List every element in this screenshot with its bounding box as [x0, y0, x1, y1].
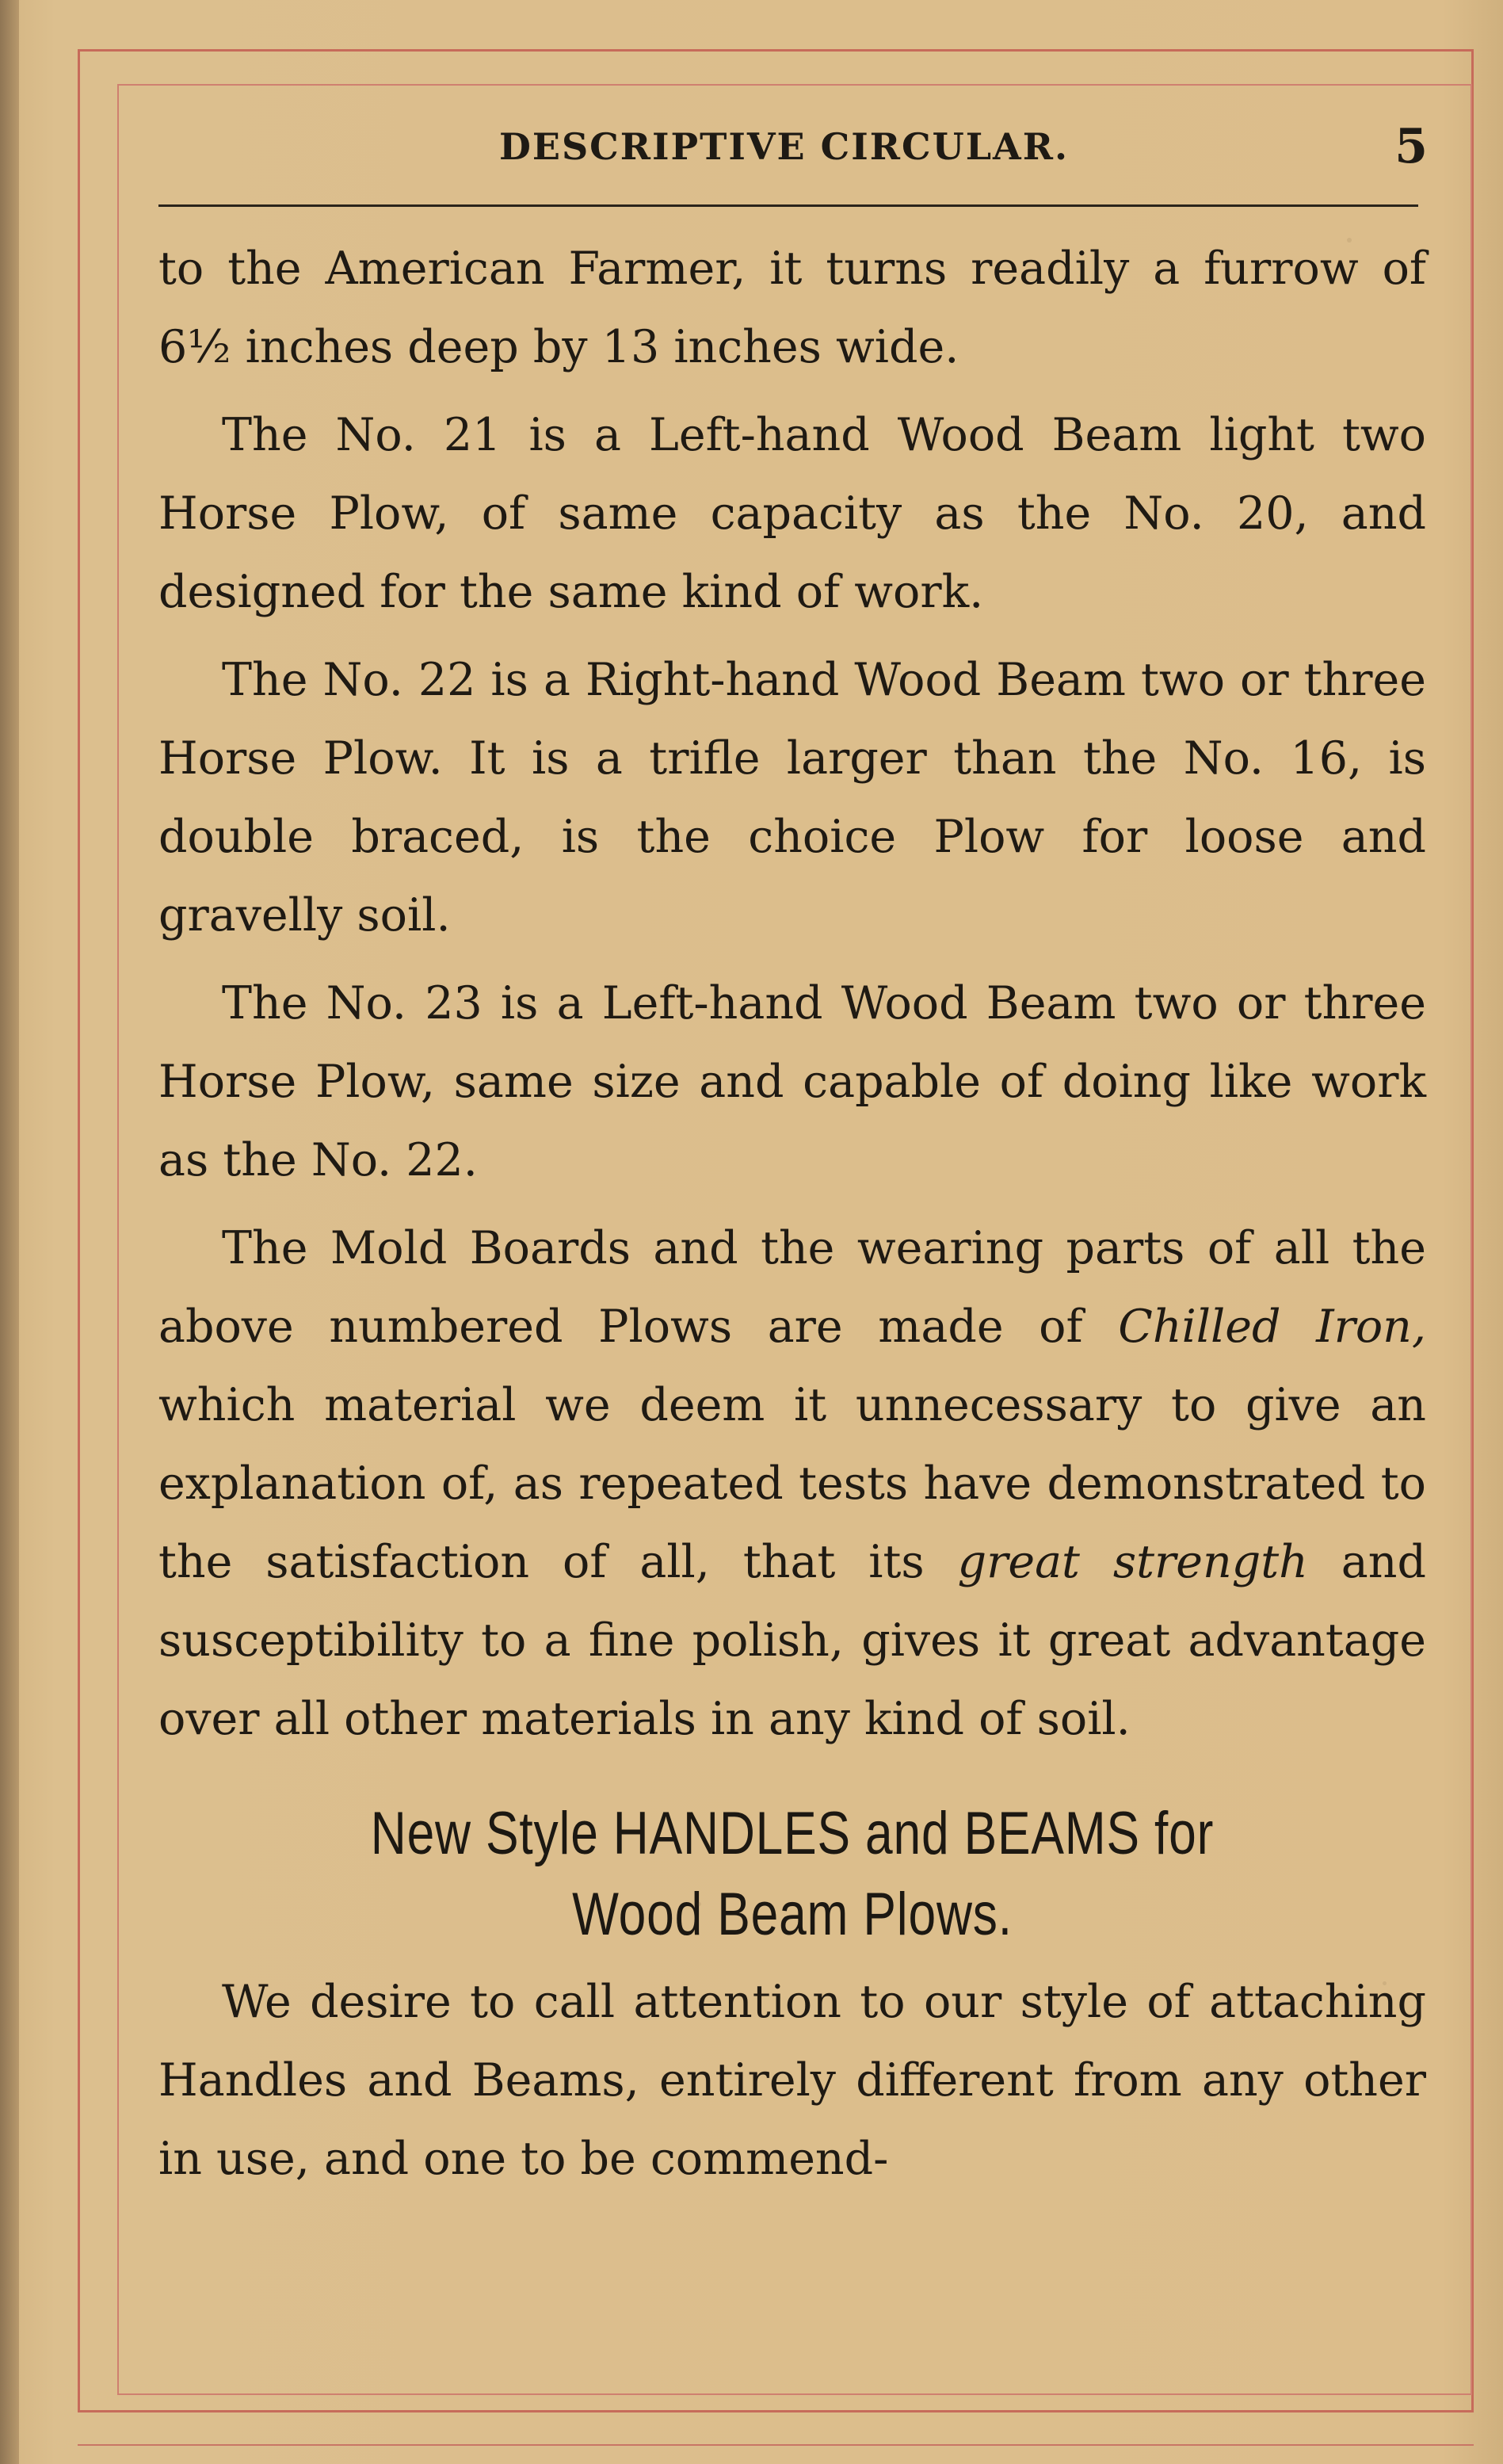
bottom-border-line	[78, 2444, 1474, 2446]
body-text	[158, 230, 1426, 2208]
paragraph-continuation: to the American Farmer, it turns readily a furrow of 6½ inches deep by 13 inches wide.	[158, 243, 1426, 373]
heading-line-1: New Style HANDLES and BEAMS for	[370, 1800, 1215, 1867]
paper-speck	[1347, 238, 1352, 243]
header-rule	[158, 204, 1418, 207]
mold-boards-text-c: and susceptibility to a fine polish, gives it great advantage over all other materials in any kind of soil.	[158, 1536, 1426, 1745]
paragraph-no-23: The No. 23 is a Left-hand Wood Beam two or three Horse Plow, same size and capable of doing like work as the No. 22.	[158, 977, 1426, 1186]
paragraph-handles-beams: We desire to call attention to our style of attaching Handles and Beams, entirely different from any other in use, and one to be commend-	[158, 1976, 1426, 2185]
book-spine-shadow	[0, 0, 19, 2464]
paragraph-no-21: The No. 21 is a Left-hand Wood Beam light two Horse Plow, of same capacity as the No. 20, and designed for the same kind of work.	[158, 409, 1426, 618]
paragraph-no-22: The No. 22 is a Right-hand Wood Beam two or three Horse Plow. It is a trifle larger than the No. 16, is double braced, is the choice Plow for loose and gravelly soil.	[158, 654, 1426, 942]
heading-line-2: Wood Beam Plows.	[572, 1881, 1013, 1948]
mold-boards-text-a: The Mold Boards and the wearing parts of all the above numbered Plows are made of	[158, 1222, 1426, 1353]
mold-boards-text-b: which material we deem it unnecessary to give an explanation of, as repeated tests have demonstrated to the satisfaction of all, that its	[158, 1379, 1426, 1588]
running-title: DESCRIPTIVE CIRCULAR.	[499, 125, 1069, 168]
section-heading	[273, 1794, 1312, 1955]
page-header	[158, 119, 1442, 182]
paper-speck	[1383, 1981, 1387, 1985]
paper-speck	[697, 1902, 701, 1906]
great-strength-italic: great strength	[957, 1536, 1308, 1588]
page-number: 5	[1394, 119, 1428, 174]
paragraph-mold-boards	[158, 1209, 1426, 1759]
chilled-iron-italic: Chilled Iron,	[1118, 1301, 1427, 1353]
